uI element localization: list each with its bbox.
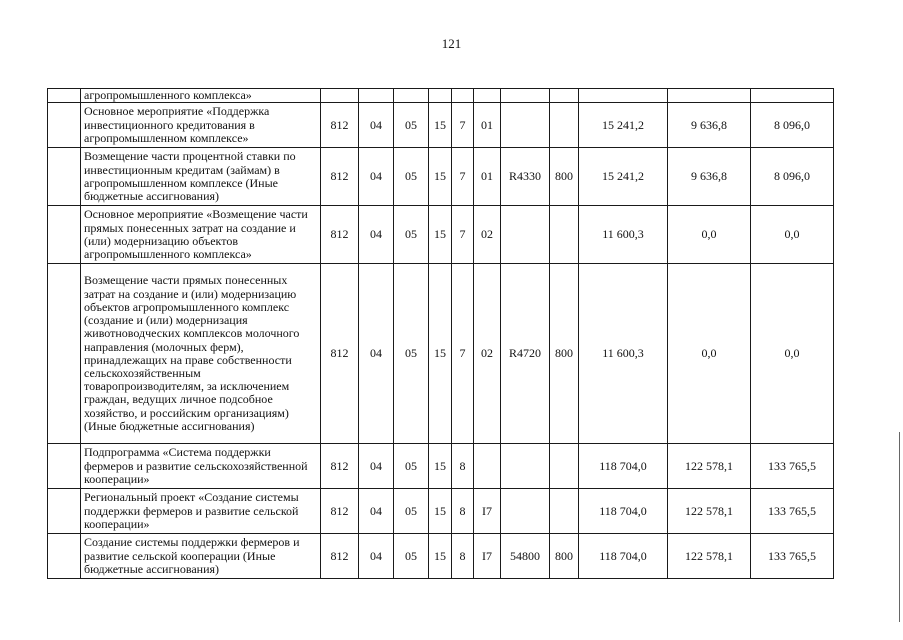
expense-type-code-cell: 800 [550,264,579,444]
direction-code-cell: 54800 [501,534,550,579]
direction-code-cell [501,444,550,489]
table-row [48,89,834,103]
event-code-cell: 01 [474,103,501,148]
section-code-cell: 04 [359,489,394,534]
amount-year-1-cell: 15 241,2 [579,148,668,206]
amount-year-1-cell: 118 704,0 [579,534,668,579]
amount-year-3-cell: 0,0 [751,264,834,444]
subsection-code-cell [394,89,429,103]
row-number-cell [48,206,81,264]
row-number-cell [48,103,81,148]
item-name-cell: Возмещение части прямых понесенных затрат на создание и (или) модернизацию объектов агропромышленного комплекс (создание и (или) модернизация животноводческих комплексов молочного направления (молочных ферм), принадлежащих на праве собственности сельскохозяйственным товаропроизводителям, за исключением граждан, ведущих личное подсобное хозяйство, и российским организациям) (Иные бюджетные ассигнования) [81,264,321,444]
direction-code-cell [501,489,550,534]
expense-type-code-cell: 800 [550,534,579,579]
table-row [48,444,834,489]
item-name-cell: Создание системы поддержки фермеров и развитие сельской кооперации (Иные бюджетные ассигнования) [81,534,321,579]
subprogram-code-cell: 7 [452,148,474,206]
item-name-cell: агропромышленного комплекса» [81,89,321,103]
row-number-cell [48,444,81,489]
table-row [48,534,834,579]
amount-year-3-cell: 8 096,0 [751,103,834,148]
page-number: 121 [441,36,462,51]
amount-year-2-cell: 9 636,8 [668,148,751,206]
amount-year-1-cell: 118 704,0 [579,444,668,489]
admin-code-cell: 812 [321,444,359,489]
program-code-cell [429,89,452,103]
direction-code-cell [501,206,550,264]
program-code-cell: 15 [429,534,452,579]
section-code-cell: 04 [359,148,394,206]
amount-year-2-cell [668,89,751,103]
table-row [48,148,834,206]
program-code-cell: 15 [429,264,452,444]
subsection-code-cell: 05 [394,489,429,534]
subsection-code-cell: 05 [394,444,429,489]
subprogram-code-cell: 7 [452,206,474,264]
event-code-cell: I7 [474,534,501,579]
amount-year-1-cell: 11 600,3 [579,264,668,444]
section-code-cell [359,89,394,103]
subprogram-code-cell: 7 [452,264,474,444]
expense-type-code-cell [550,89,579,103]
expense-type-code-cell [550,444,579,489]
admin-code-cell: 812 [321,206,359,264]
event-code-cell: 02 [474,206,501,264]
subsection-code-cell: 05 [394,264,429,444]
subsection-code-cell: 05 [394,103,429,148]
direction-code-cell [501,89,550,103]
amount-year-2-cell: 122 578,1 [668,444,751,489]
row-number-cell [48,89,81,103]
item-name-cell: Основное мероприятие «Поддержка инвестиционного кредитования в агропромышленном комплексе» [81,103,321,148]
item-name-cell: Подпрограмма «Система поддержки фермеров и развитие сельскохозяйственной кооперации» [81,444,321,489]
item-name-cell: Основное мероприятие «Возмещение части прямых понесенных затрат на создание и (или) модернизацию объектов агропромышленного комплекса» [81,206,321,264]
direction-code-cell: R4720 [501,264,550,444]
program-code-cell: 15 [429,444,452,489]
amount-year-3-cell: 133 765,5 [751,444,834,489]
table-body [48,89,834,579]
budget-table [47,88,834,579]
admin-code-cell: 812 [321,264,359,444]
amount-year-3-cell [751,89,834,103]
row-number-cell [48,534,81,579]
event-code-cell: 01 [474,148,501,206]
admin-code-cell: 812 [321,534,359,579]
section-code-cell: 04 [359,534,394,579]
scan-edge-line [899,432,900,622]
amount-year-2-cell: 0,0 [668,264,751,444]
program-code-cell: 15 [429,148,452,206]
admin-code-cell [321,89,359,103]
row-number-cell [48,264,81,444]
table-row [48,206,834,264]
amount-year-2-cell: 122 578,1 [668,489,751,534]
admin-code-cell: 812 [321,489,359,534]
item-name-cell: Региональный проект «Создание системы поддержки фермеров и развитие сельской кооперации» [81,489,321,534]
program-code-cell: 15 [429,103,452,148]
amount-year-1-cell [579,89,668,103]
amount-year-2-cell: 122 578,1 [668,534,751,579]
section-code-cell: 04 [359,206,394,264]
program-code-cell: 15 [429,489,452,534]
subprogram-code-cell: 8 [452,534,474,579]
event-code-cell [474,89,501,103]
subprogram-code-cell: 8 [452,489,474,534]
event-code-cell: I7 [474,489,501,534]
subprogram-code-cell: 8 [452,444,474,489]
row-number-cell [48,489,81,534]
section-code-cell: 04 [359,444,394,489]
admin-code-cell: 812 [321,103,359,148]
item-name-cell: Возмещение части процентной ставки по инвестиционным кредитам (займам) в агропромышленном комплексе (Иные бюджетные ассигнования) [81,148,321,206]
amount-year-3-cell: 133 765,5 [751,489,834,534]
expense-type-code-cell: 800 [550,148,579,206]
subsection-code-cell: 05 [394,148,429,206]
event-code-cell: 02 [474,264,501,444]
event-code-cell [474,444,501,489]
row-number-cell [48,148,81,206]
amount-year-3-cell: 0,0 [751,206,834,264]
program-code-cell: 15 [429,206,452,264]
table-row [48,103,834,148]
expense-type-code-cell [550,489,579,534]
amount-year-3-cell: 133 765,5 [751,534,834,579]
amount-year-1-cell: 11 600,3 [579,206,668,264]
expense-type-code-cell [550,206,579,264]
amount-year-2-cell: 9 636,8 [668,103,751,148]
table-row [48,264,834,444]
direction-code-cell: R4330 [501,148,550,206]
subprogram-code-cell: 7 [452,103,474,148]
expense-type-code-cell [550,103,579,148]
amount-year-1-cell: 118 704,0 [579,489,668,534]
section-code-cell: 04 [359,264,394,444]
direction-code-cell [501,103,550,148]
amount-year-2-cell: 0,0 [668,206,751,264]
section-code-cell: 04 [359,103,394,148]
admin-code-cell: 812 [321,148,359,206]
table-row [48,489,834,534]
subprogram-code-cell [452,89,474,103]
amount-year-1-cell: 15 241,2 [579,103,668,148]
amount-year-3-cell: 8 096,0 [751,148,834,206]
subsection-code-cell: 05 [394,534,429,579]
subsection-code-cell: 05 [394,206,429,264]
